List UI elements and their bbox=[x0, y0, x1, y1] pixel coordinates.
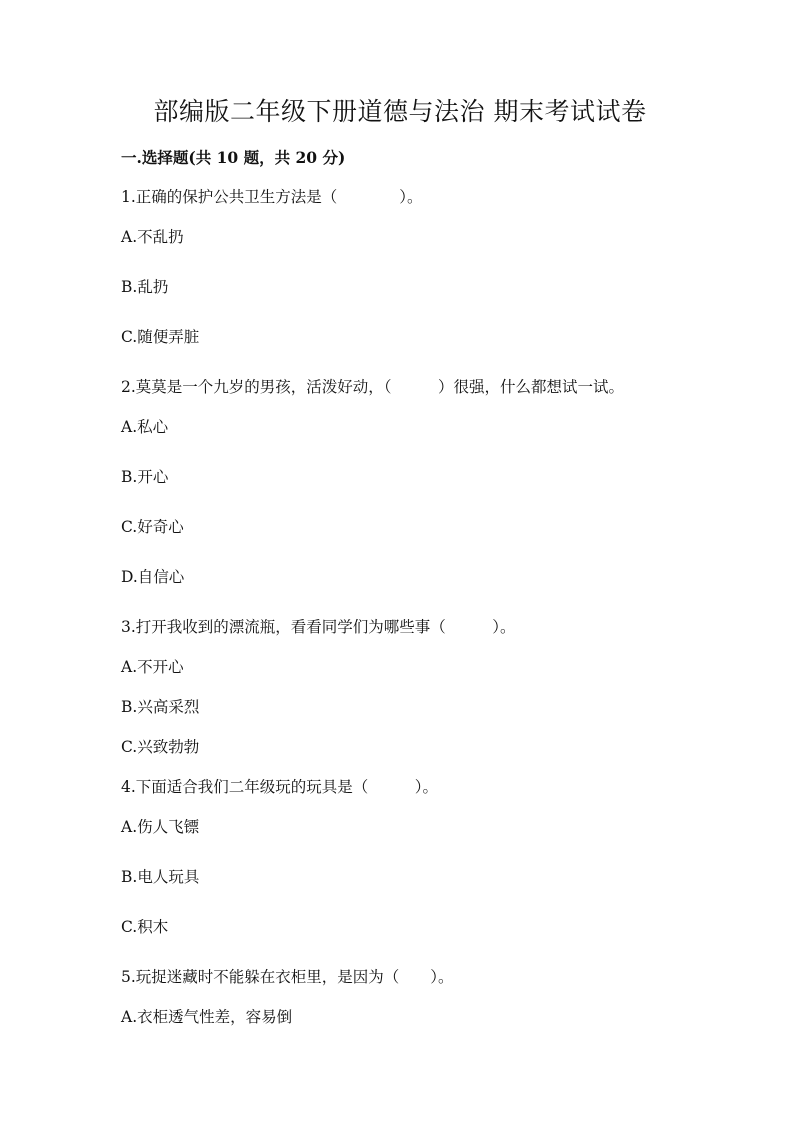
question-3-option-c: C.兴致勃勃 bbox=[121, 738, 200, 756]
question-5-stem: 5.玩捉迷藏时不能躲在衣柜里，是因为（ ）。 bbox=[121, 968, 454, 986]
question-3-stem: 3.打开我收到的漂流瓶，看看同学们为哪些事（ ）。 bbox=[121, 618, 516, 636]
question-4-option-a: A.伤人飞镖 bbox=[121, 818, 200, 836]
question-2-option-d: D.自信心 bbox=[121, 568, 185, 586]
question-2-option-b: B.开心 bbox=[121, 468, 169, 486]
page-title: 部编版二年级下册道德与法治 期末考试试卷 bbox=[153, 97, 647, 126]
question-1-stem: 1.正确的保护公共卫生方法是（ ）。 bbox=[121, 188, 423, 206]
question-1-option-b: B.乱扔 bbox=[121, 278, 169, 296]
question-2-option-a: A.私心 bbox=[121, 418, 169, 436]
question-3-option-b: B.兴高采烈 bbox=[121, 698, 200, 716]
question-2-option-c: C.好奇心 bbox=[121, 518, 184, 536]
question-4-option-c: C.积木 bbox=[121, 918, 169, 936]
question-5-option-a: A.衣柜透气性差，容易倒 bbox=[121, 1008, 293, 1026]
question-2-stem: 2.莫莫是一个九岁的男孩，活泼好动，（ ）很强，什么都想试一试。 bbox=[121, 378, 625, 396]
question-1-option-c: C.随便弄脏 bbox=[121, 328, 200, 346]
question-1-option-a: A.不乱扔 bbox=[121, 228, 184, 246]
question-4-option-b: B.电人玩具 bbox=[121, 868, 200, 886]
question-4-stem: 4.下面适合我们二年级玩的玩具是（ ）。 bbox=[121, 778, 439, 796]
section-header: 一.选择题(共 10 题，共 20 分) bbox=[121, 148, 346, 167]
question-3-option-a: A.不开心 bbox=[121, 658, 184, 676]
